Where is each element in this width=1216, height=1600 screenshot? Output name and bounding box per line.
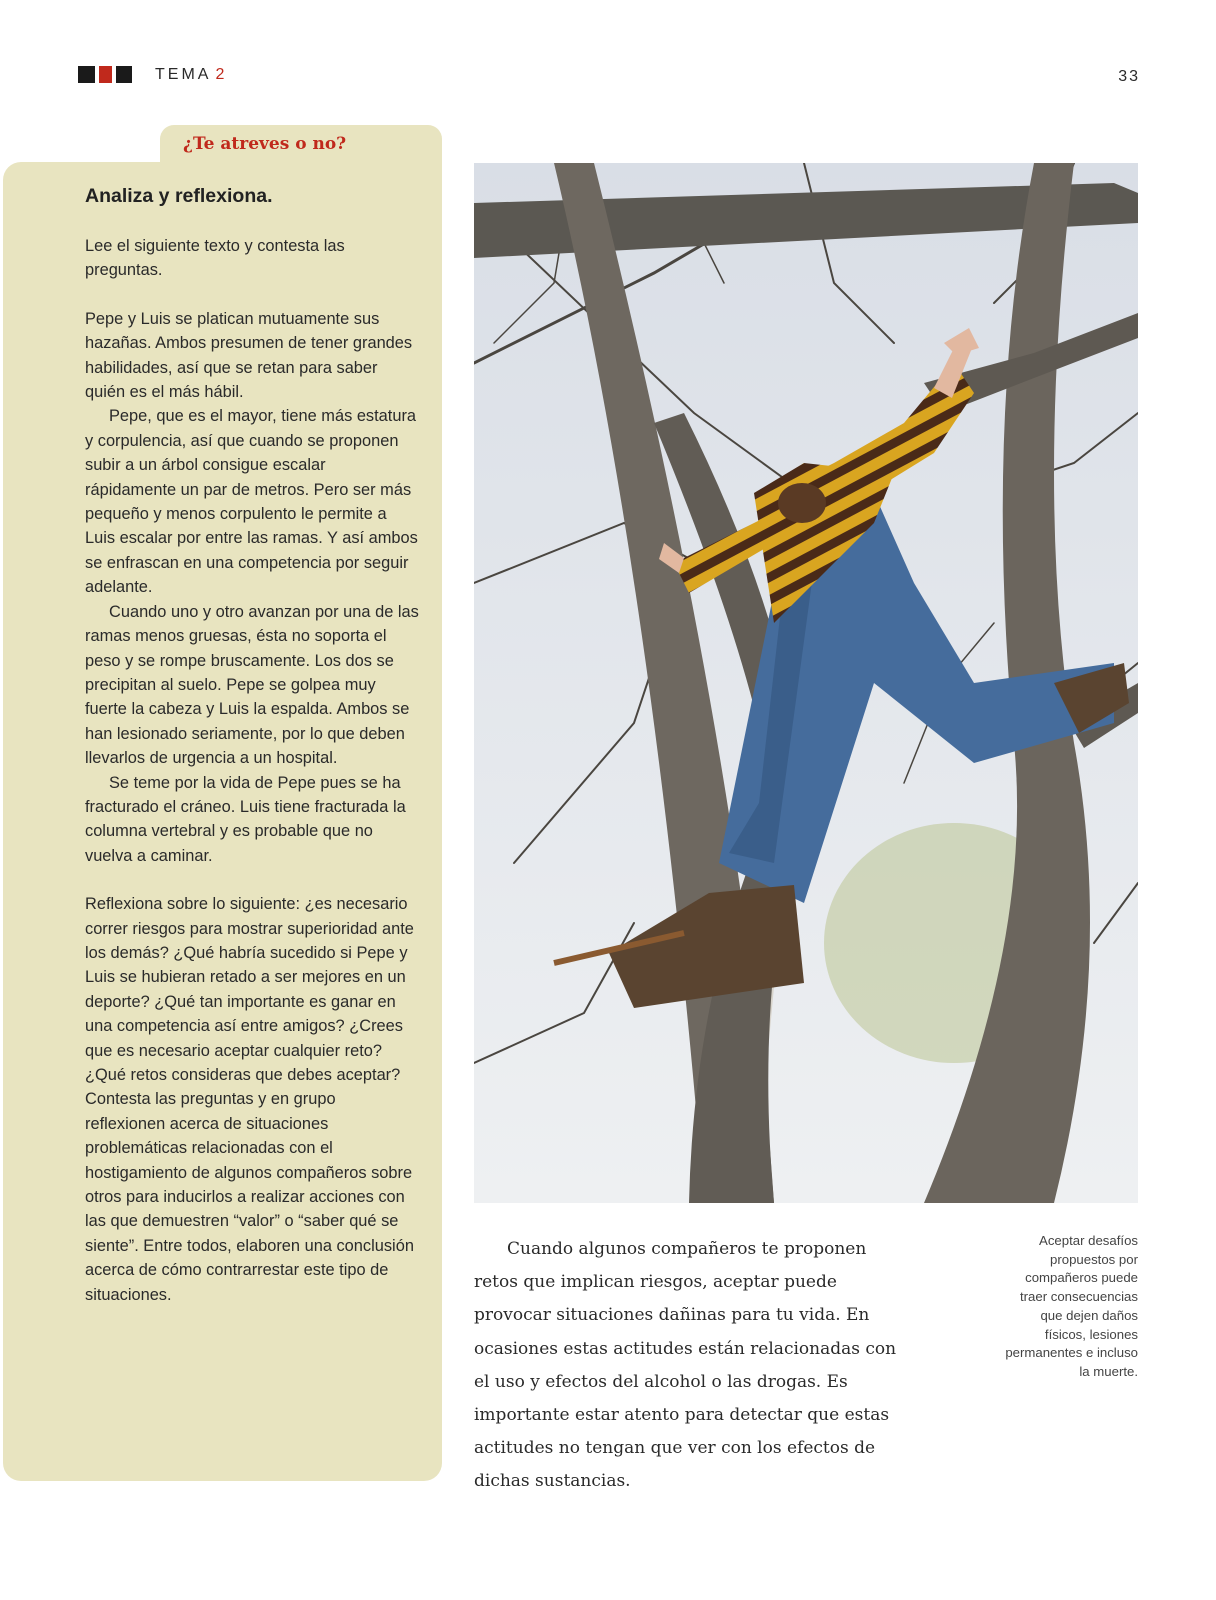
main-paragraph: Cuando algunos compañeros te proponen retos que implican riesgos, aceptar puede provocar situaciones dañinas para tu vida. En ocasiones estas actitudes están relacionadas con el uso y efectos del alcohol o las drogas. Es importante estar atento para detectar que estas actitudes no tengan que ver con los efectos de dichas sustancias. [474, 1239, 897, 1492]
activity-heading: Analiza y reflexiona. [85, 185, 273, 207]
tema-label: TEMA [155, 66, 212, 83]
page-number: 33 [1118, 68, 1140, 85]
header-color-mark [78, 66, 132, 83]
reflection-paragraph: Reflexiona sobre lo siguiente: ¿es necesario correr riesgos para mostrar superioridad ante los demás? ¿Qué habría sucedido si Pepe y Luis se hubieran retado a ser mejores en un deporte? ¿Qué tan importante es ganar en una competencia así entre amigos? ¿Crees que es necesario aceptar cualquier reto? ¿Qué retos consideras que debes aceptar? Contesta las preguntas y en grupo reflexionen acerca de situaciones problemáticas relacionadas con el hostigamiento de algunos compañeros sobre otros para inducirlos a realizar acciones con las que demuestren “valor” o “saber qué se siente”. Entre todos, elaboren una conclusión acerca de cómo contrarrestar este tipo de situaciones. [85, 895, 414, 1304]
story-paragraph: Pepe y Luis se platican mutuamente sus hazañas. Ambos presumen de tener grandes habilidades, así que se retan para saber quién es el más hábil. [85, 309, 413, 402]
activity-text [85, 234, 420, 1307]
boy-climbing-tree-photo [474, 163, 1138, 1203]
story-paragraph: Cuando uno y otro avanzan por una de las ramas menos gruesas, ésta no soporta el peso y se rompe bruscamente. Los dos se precipitan al suelo. Pepe se golpea muy fuerte la cabeza y Luis la espalda. Ambos se han lesionado seriamente, por lo que deben llevarlos de urgencia a un hospital. [85, 602, 419, 768]
section-label [155, 66, 227, 84]
activity-intro: Lee el siguiente texto y contesta las preguntas. [85, 237, 345, 280]
activity-tab-title: ¿Te atreves o no? [183, 134, 347, 154]
story-paragraph: Pepe, que es el mayor, tiene más estatura y corpulencia, así que cuando se proponen subir a un árbol consigue escalar rápidamente un par de metros. Pero ser más pequeño y menos corpulento le permite a Luis escalar por entre las ramas. Y así ambos se enfrascan en una competencia por seguir adelante. [85, 407, 418, 597]
tema-number: 2 [215, 66, 228, 83]
main-body-text [474, 1233, 914, 1499]
photo-caption: Aceptar desafíos propuestos por compañeros puede traer consecuencias que dejen daños físicos, lesiones permanentes e incluso la muerte. [1005, 1233, 1138, 1379]
story-paragraph: Se teme por la vida de Pepe pues se ha fracturado el cráneo. Luis tiene fracturada la columna vertebral y es probable que no vuelva a caminar. [85, 773, 406, 865]
